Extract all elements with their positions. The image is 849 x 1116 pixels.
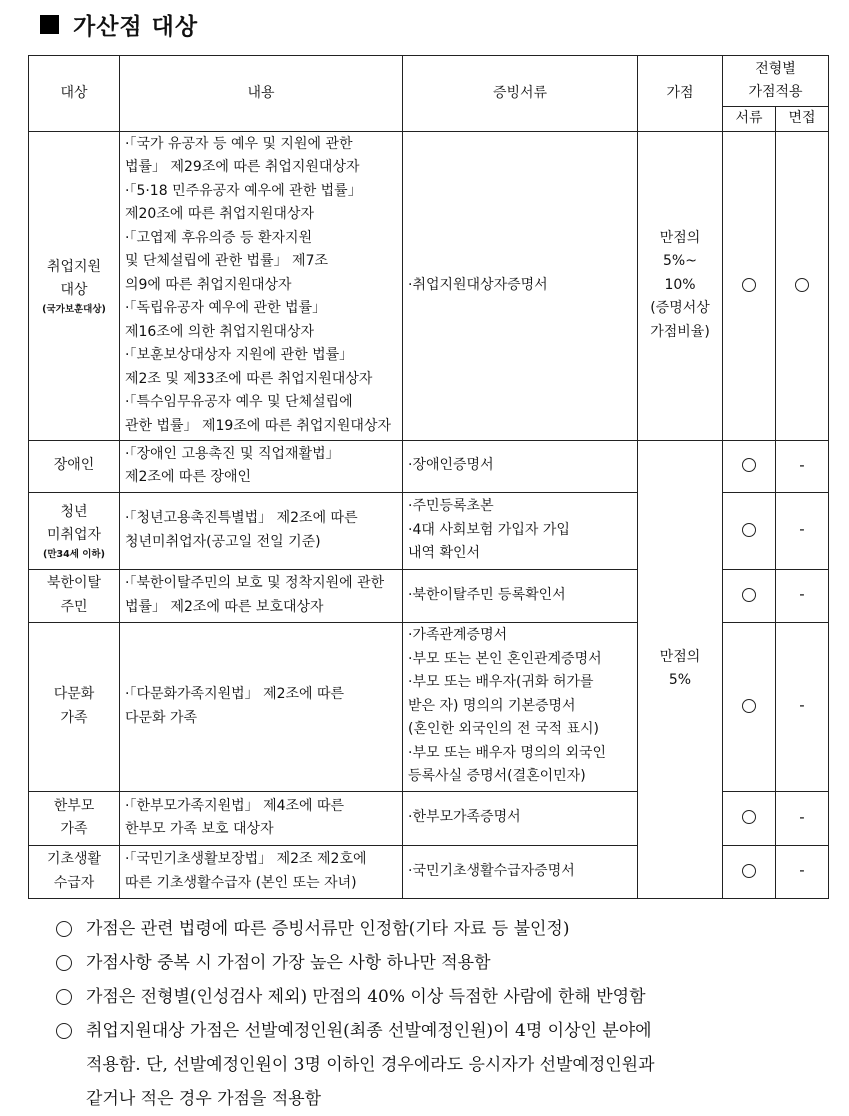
content-cell <box>120 492 403 569</box>
content-cell <box>120 845 403 898</box>
text-line: 기초생활 <box>46 851 102 867</box>
text-line: 한부모 가족 보호 대상자 <box>125 821 274 837</box>
documents-cell <box>403 569 638 622</box>
section-title <box>40 6 198 42</box>
text-line: ·4대 사회보험 가입자 가입 <box>408 521 570 538</box>
text-line: ·「국민기초생활보장법」 제2조 제2호에 <box>125 851 367 867</box>
circle-mark-icon <box>742 864 756 878</box>
text-line: ·「보훈보상대상자 지원에 관한 법률」 <box>125 347 354 364</box>
note-text: 가점은 관련 법령에 따른 증빙서류만 인정함(기타 자료 등 불인정) <box>86 919 570 939</box>
text-line: ·「고엽제 후유의증 등 환자지원 <box>125 229 313 246</box>
text-line: 5% <box>668 672 692 688</box>
text-line: 10% <box>664 276 696 293</box>
apply-mark-cell <box>776 131 829 440</box>
header-target: 대상 <box>29 56 120 132</box>
content-cell <box>120 622 403 791</box>
text-line: ·국민기초생활수급자증명서 <box>408 862 575 879</box>
text-line: 관한 법률」 제19조에 따른 취업지원대상자 <box>125 417 391 434</box>
dash-mark: - <box>799 861 805 880</box>
apply-mark-cell <box>776 622 829 791</box>
text-line: 제2조에 따른 장애인 <box>125 469 251 485</box>
text-line: 한부모 <box>53 797 95 814</box>
circle-mark-icon <box>742 278 756 292</box>
text-line: 제2조 및 제33조에 따른 취업지원대상자 <box>125 370 373 387</box>
text-line: 수급자 <box>53 874 95 891</box>
text-line: 가족 <box>60 709 88 726</box>
note-item <box>56 946 836 980</box>
text-line: 청년미취업자(공고일 전일 기준) <box>125 533 321 550</box>
text-line: (증명서상 <box>650 300 710 317</box>
text-line: 제20조에 따른 취업지원대상자 <box>125 206 315 223</box>
section-title-text: 가산점 대상 <box>73 12 199 40</box>
text-line: 장애인 <box>53 457 95 474</box>
text-line: 가족 <box>60 821 88 837</box>
apply-mark-cell <box>723 492 776 569</box>
header-apply-line2: 가점적용 <box>748 84 803 100</box>
apply-mark-cell <box>723 845 776 898</box>
target-cell <box>29 492 120 569</box>
header-apply-line1: 전형별 <box>755 60 796 77</box>
text-line: ·부모 또는 배우자 명의의 외국인 <box>408 744 607 761</box>
note-item <box>56 1014 836 1116</box>
points-cell <box>638 131 723 440</box>
note-text: 가점사항 중복 시 가점이 가장 높은 사항 하나만 적용함 <box>86 953 491 973</box>
text-line: 주민 <box>60 598 88 615</box>
target-cell <box>29 569 120 622</box>
apply-mark-cell <box>776 492 829 569</box>
text-line: ·북한이탈주민 등록확인서 <box>408 586 566 603</box>
text-line: (혼인한 외국인의 전 국적 표시) <box>408 721 600 738</box>
dash-mark: - <box>799 520 805 539</box>
content-cell <box>120 791 403 845</box>
text-line: ·취업지원대상자증명서 <box>408 276 548 293</box>
note-text: 가점은 전형별(인성검사 제외) 만점의 40% 이상 득점한 사람에 한해 반영함 <box>86 987 646 1007</box>
apply-mark-cell <box>723 622 776 791</box>
text-line: ·장애인증명서 <box>408 457 494 474</box>
circle-mark-icon <box>742 588 756 602</box>
text-line: 대상 <box>60 282 88 298</box>
text-line: 받은 자) 명의의 기본증명서 <box>408 697 576 714</box>
header-points: 가점 <box>638 56 723 132</box>
text-line: ·「국가 유공자 등 예우 및 지원에 관한 <box>125 135 353 152</box>
documents-cell <box>403 492 638 569</box>
circle-mark-icon <box>742 699 756 713</box>
documents-cell <box>403 131 638 440</box>
table-row <box>29 131 829 440</box>
text-line: 가점비율) <box>650 323 710 340</box>
content-cell <box>120 569 403 622</box>
apply-mark-cell <box>776 440 829 492</box>
target-cell <box>29 440 120 492</box>
documents-cell <box>403 440 638 492</box>
circle-bullet-icon <box>56 955 72 971</box>
text-line: 5%~ <box>663 253 697 270</box>
circle-bullet-icon <box>56 989 72 1005</box>
circle-bullet-icon <box>56 1023 72 1039</box>
apply-mark-cell <box>723 440 776 492</box>
text-line: 북한이탈 <box>46 575 102 591</box>
target-cell <box>29 791 120 845</box>
text-line: ·가족관계증명서 <box>408 627 508 644</box>
text-line: 취업지원 <box>46 258 102 275</box>
table-row <box>29 440 829 492</box>
text-line: 제16조에 의한 취업지원대상자 <box>125 323 315 340</box>
circle-mark-icon <box>742 523 756 537</box>
text-line: ·한부모가족증명서 <box>408 809 521 826</box>
text-line: ·「청년고용촉진특별법」 제2조에 따른 <box>125 510 358 526</box>
documents-cell <box>403 622 638 791</box>
text-line: ·「한부모가족지원법」 제4조에 따른 <box>125 797 345 814</box>
apply-mark-cell <box>723 569 776 622</box>
circle-mark-icon <box>742 458 756 472</box>
bonus-points-table <box>28 55 829 899</box>
header-apply <box>723 56 829 107</box>
notes-list <box>56 912 836 1116</box>
text-line: 등록사실 증명서(결혼이민자) <box>408 768 586 785</box>
circle-mark-icon <box>742 810 756 824</box>
target-cell <box>29 622 120 791</box>
text-line: 다문화 <box>53 686 95 702</box>
apply-mark-cell <box>723 131 776 440</box>
apply-mark-cell <box>776 791 829 845</box>
shared-points-cell <box>638 440 723 898</box>
text-line: 미취업자 <box>46 527 102 543</box>
target-cell <box>29 845 120 898</box>
dash-mark: - <box>799 585 805 604</box>
dash-mark: - <box>799 807 805 826</box>
text-line: 만점의 <box>659 229 701 246</box>
apply-mark-cell <box>776 569 829 622</box>
circle-mark-icon <box>795 278 809 292</box>
text-line: ·「특수임무유공자 예우 및 단체설립에 <box>125 394 353 411</box>
circle-bullet-icon <box>56 921 72 937</box>
text-line: 따른 기초생활수급자 (본인 또는 자녀) <box>125 874 357 891</box>
text-line: ·부모 또는 본인 혼인관계증명서 <box>408 650 602 667</box>
text-line: ·「북한이탈주민의 보호 및 정착지원에 관한 <box>125 575 385 591</box>
note-item <box>56 912 836 946</box>
target-sub: (국가보훈대상) <box>42 303 106 315</box>
text-line: 법률」 제29조에 따른 취업지원대상자 <box>125 159 360 176</box>
header-documents: 증빙서류 <box>403 56 638 132</box>
documents-cell <box>403 791 638 845</box>
apply-mark-cell <box>723 791 776 845</box>
text-line: ·주민등록초본 <box>408 498 494 515</box>
text-line: 내역 확인서 <box>408 545 481 562</box>
note-item <box>56 980 836 1014</box>
content-cell <box>120 440 403 492</box>
text-line: 다문화 가족 <box>125 709 198 726</box>
black-square-icon <box>40 15 59 34</box>
target-cell <box>29 131 120 440</box>
text-line: ·「다문화가족지원법」 제2조에 따른 <box>125 686 345 702</box>
note-text: 취업지원대상 가점은 선발예정인원(최종 선발예정인원)이 4명 이상인 분야에 적용함. 단, 선발예정인원이 3명 이하인 경우에라도 응시자가 선발예정인원과 같거나 적은 경우 가점을 적용함 <box>86 1021 655 1109</box>
text-line: 의9에 따른 취업지원대상자 <box>125 276 292 293</box>
text-line: ·「독립유공자 예우에 관한 법률」 <box>125 300 327 317</box>
dash-mark: - <box>799 455 805 474</box>
content-cell <box>120 131 403 440</box>
text-line: ·「장애인 고용촉진 및 직업재활법」 <box>125 445 340 462</box>
text-line: 만점의 <box>659 648 701 665</box>
target-sub: (만34세 이하) <box>43 548 105 560</box>
text-line: 청년 <box>60 503 88 520</box>
header-content: 내용 <box>120 56 403 132</box>
text-line: 법률」 제2조에 따른 보호대상자 <box>125 598 324 615</box>
text-line: ·「5·18 민주유공자 예우에 관한 법률」 <box>125 182 362 199</box>
apply-mark-cell <box>776 845 829 898</box>
text-line: 및 단체설립에 관한 법률」 제7조 <box>125 253 328 270</box>
dash-mark: - <box>799 696 805 715</box>
header-interview-sub: 면접 <box>776 107 829 132</box>
header-documents-sub: 서류 <box>723 107 776 132</box>
documents-cell <box>403 845 638 898</box>
text-line: ·부모 또는 배우자(귀화 허가를 <box>408 674 594 691</box>
